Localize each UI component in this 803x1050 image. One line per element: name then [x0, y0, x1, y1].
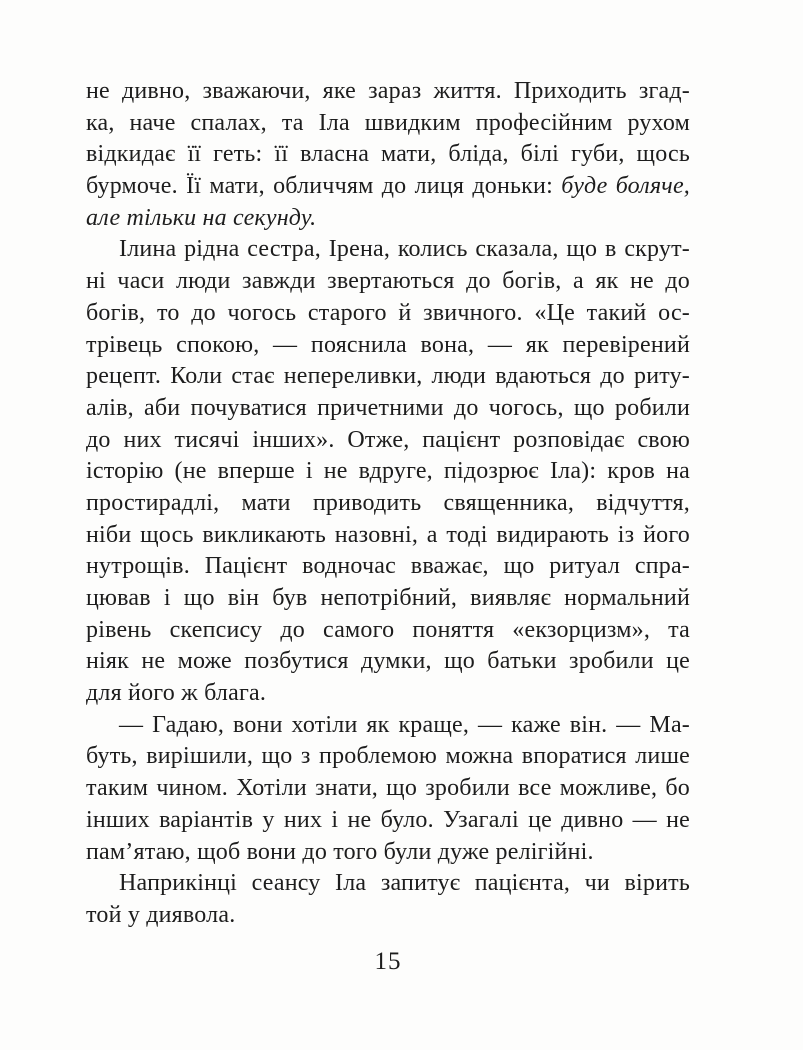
- italic-text-segment: буде боляче,: [561, 173, 690, 200]
- text-line: [86, 108, 690, 140]
- text-line: [86, 234, 690, 266]
- text-segment: для його ж блага.: [86, 680, 267, 707]
- text-segment: відкидає її геть: її власна мати, бліда, білі губи, щось: [86, 141, 690, 168]
- text-segment: ні часи люди завжди звертаються до богів, а як не до: [86, 268, 690, 295]
- page-number: 15: [374, 948, 402, 975]
- text-segment: нутрощів. Пацієнт водночас вважає, що ритуал спра-: [86, 553, 690, 580]
- text-segment: цював і що він був непотрібний, виявляє нормальний: [86, 585, 690, 611]
- text-line: [86, 330, 690, 362]
- text-segment: до них тисячі інших». Отже, пацієнт розповідає свою: [86, 426, 690, 453]
- paragraph: [86, 234, 690, 709]
- text-segment: таким чином. Хотіли знати, що зробили все можливе, бо: [86, 775, 690, 802]
- text-block: [86, 76, 690, 932]
- text-line: [86, 773, 690, 805]
- text-segment: Наприкінці сеансу Іла запитує пацієнта, чи вірить: [119, 870, 690, 897]
- text-segment: бурмоче. Її мати, обличчям до лиця доньки:: [86, 173, 562, 200]
- text-line: [86, 361, 690, 393]
- text-line: [86, 425, 690, 457]
- text-line: [86, 456, 690, 488]
- text-segment: ніяк не може позбутися думки, що батьки зробили це: [86, 648, 690, 675]
- text-line: [86, 393, 690, 425]
- text-segment: простирадлі, мати приводить священника, відчуття,: [86, 489, 690, 516]
- text-line: [86, 741, 690, 773]
- text-segment: ніби щось викликають назовні, а тоді видирають із його: [86, 521, 690, 548]
- text-line: [86, 551, 690, 583]
- text-segment: — Гадаю, вони хотіли як краще, — каже він. — Ма-: [119, 711, 690, 738]
- text-segment: пам’ятаю, щоб вони до того були дуже релігійні.: [86, 838, 594, 865]
- text-segment: Ілина рідна сестра, Ірена, колись сказала, що в скрут-: [119, 236, 690, 263]
- text-line: [86, 837, 690, 869]
- paragraph: [86, 868, 690, 931]
- text-segment: той у диявола.: [86, 901, 236, 928]
- text-line: [86, 678, 690, 710]
- text-segment: не дивно, зважаючи, яке зараз життя. Приходить згад-: [86, 78, 690, 104]
- text-line: [86, 868, 690, 900]
- text-line: [86, 710, 690, 742]
- text-line: [86, 76, 690, 108]
- paragraph: [86, 76, 690, 234]
- text-line: [86, 139, 690, 171]
- text-segment: історію (не вперше і не вдруге, підозрює Іла): кров на: [86, 458, 690, 485]
- text-line: [86, 646, 690, 678]
- text-segment: алів, аби почуватися причетними до чогось, що робили: [86, 394, 690, 421]
- text-line: [86, 615, 690, 647]
- text-line: [86, 488, 690, 520]
- text-line: [86, 203, 690, 235]
- text-line: [86, 266, 690, 298]
- text-line: [86, 171, 690, 203]
- text-line: [86, 805, 690, 837]
- text-segment: ка, наче спалах, та Іла швидким професійним рухом: [86, 109, 690, 136]
- italic-text-segment: але тільки на секунду.: [86, 204, 317, 231]
- text-line: [86, 298, 690, 330]
- text-segment: буть, вирішили, що з проблемою можна впоратися лише: [86, 743, 690, 770]
- text-segment: рецепт. Коли стає непереливки, люди вдаються до риту-: [86, 363, 690, 390]
- text-segment: трівець спокою, — пояснила вона, — як перевірений: [86, 331, 690, 358]
- text-segment: богів, то до чогось старого й звичного. «Це такий ос-: [86, 299, 690, 326]
- text-line: [86, 583, 690, 615]
- text-line: [86, 900, 690, 932]
- paragraph: [86, 710, 690, 868]
- text-segment: рівень скепсису до самого поняття «екзорцизм», та: [86, 616, 690, 643]
- text-segment: інших варіантів у них і не було. Узагалі це дивно — не: [86, 806, 690, 833]
- text-line: [86, 520, 690, 552]
